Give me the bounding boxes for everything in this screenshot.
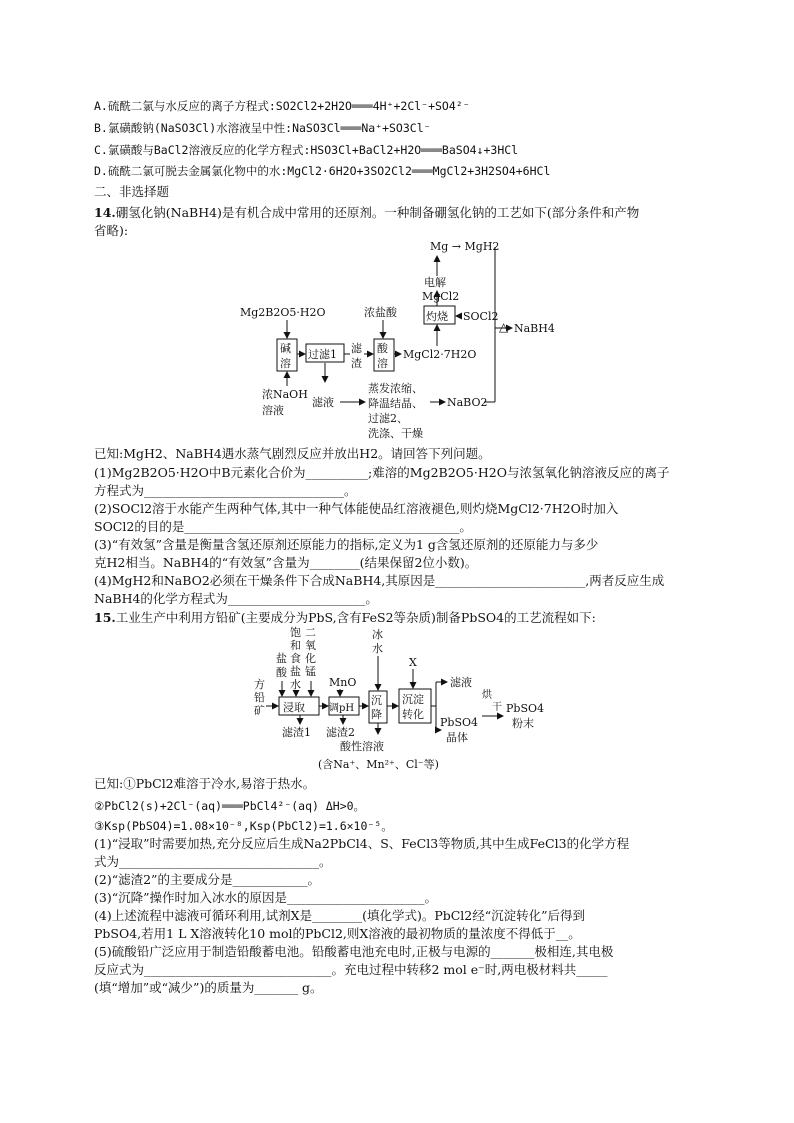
raw-material: Mg2B2O5·H2O <box>240 306 326 319</box>
steps-3: 过滤2、 <box>368 412 408 425</box>
brine-1: 饱 <box>290 626 301 639</box>
q14-part3-line1: (3)“有效氢”含量是衡量含氢还原剂还原能力的指标,定义为1 g含氢还原剂的还原能力与多少 <box>94 537 599 552</box>
section-title: 二、非选择题 <box>94 184 170 199</box>
mno-label: MnO <box>329 676 357 689</box>
pbso4-crystal-1: PbSO4 <box>440 716 478 729</box>
q15-part3: (3)“沉降”操作时加入冰水的原因是______________________。 <box>94 890 437 905</box>
q14-part2-line2: SOCl2的目的是____________________________________________。 <box>94 519 472 534</box>
option-d: D.硫酰二氯可脱去金属氯化物中的水:MgCl2·6H2O+3SO2Cl2═══MgCl2+3H2SO4+6HCl <box>94 164 551 178</box>
q15-known1: 已知:①PbCl2难溶于冷水,易溶于热水。 <box>94 776 316 791</box>
mgcl2-label: MgCl2 <box>422 290 460 303</box>
q14-stem1: 硼氢化钠(NaBH4)是有机合成中常用的还原剂。一种制备硼氢化钠的工艺如下(部分条件和产物 <box>115 205 640 220</box>
heat-triangle: △ <box>499 320 509 334</box>
mg-mgh2: Mg → MgH2 <box>430 240 500 253</box>
filtrate-label: 滤液 <box>312 396 334 409</box>
conc-hcl: 浓盐酸 <box>364 306 397 319</box>
q15-known2: ②PbCl2(s)+2Cl⁻(aq)═══PbCl4²⁻(aq) ΔH>0。 <box>94 799 366 813</box>
q15-stem-line <box>94 610 596 626</box>
q14-stem-line1 <box>94 205 639 221</box>
hcl-2: 酸 <box>276 666 287 679</box>
mno2-1: 二 <box>305 626 316 639</box>
mno2-4: 锰 <box>305 665 316 678</box>
q14-known: 已知:MgH2、NaBH4遇水蒸气剧烈反应并放出H2。请回答下列问题。 <box>94 446 491 461</box>
q15-part5-line2: 反应式为______________________________。充电过程中转移2 mol e⁻时,两电极材料共_____ <box>94 962 608 977</box>
pbso4-powder-2: 粉末 <box>512 717 534 730</box>
option-a: A.硫酰二氯与水反应的离子方程式:SO2Cl2+2H2O═══4H⁺+2Cl⁻+SO4²⁻ <box>94 99 470 113</box>
dry-2: 干 <box>492 702 502 713</box>
mgcl2-7h2o: MgCl2·7H2O <box>403 348 477 361</box>
calcine-box: 灼烧 <box>426 310 448 323</box>
electrolysis-label: 电解 <box>424 276 446 289</box>
q15-part2: (2)“滤渣2”的主要成分是____________。 <box>94 872 320 887</box>
brine-2: 和 <box>290 639 301 652</box>
residue2-label: 滤渣2 <box>326 726 355 739</box>
ore-2: 铅 <box>254 691 265 704</box>
pbso4-crystal-2: 晶体 <box>446 731 468 744</box>
acid-dissolve-1: 酸 <box>377 342 388 355</box>
q14-part1-line1: (1)Mg2B2O5·H2O中B元素化合价为__________;难溶的Mg2B2O5·H2O与浓氢氧化钠溶液反应的离子 <box>94 465 670 480</box>
q14-stem-line2: 省略): <box>94 223 129 238</box>
brine-4: 盐 <box>290 665 301 678</box>
option-b: B.氯磺酸钠(NaSO3Cl)水溶液呈中性:NaSO3Cl═══Na⁺+SO3Cl⁻ <box>94 121 431 135</box>
filtrate-label: 滤液 <box>450 676 472 689</box>
socl2-label: SOCl2 <box>463 310 499 323</box>
ice-water-2: 水 <box>372 642 383 655</box>
dry-1: 烘 <box>482 690 492 701</box>
brine-5: 水 <box>290 678 301 691</box>
alkali-dissolve-1: 碱 <box>280 342 291 355</box>
q15-part1-line2: 式为________________________________。 <box>94 854 332 869</box>
settle-1: 沉 <box>371 694 382 707</box>
filter1-box: 过滤1 <box>308 348 337 361</box>
pbso4-powder-1: PbSO4 <box>506 702 544 715</box>
acid-dissolve-2: 溶 <box>377 357 388 370</box>
residue-2: 渣 <box>351 357 362 370</box>
mno2-2: 氧 <box>305 639 316 652</box>
steps-2: 降温结晶、 <box>368 397 423 410</box>
q14-part2-line1: (2)SOCl2溶于水能产生两种气体,其中一种气体能使品红溶液褪色,则灼烧MgCl2·7H2O时加入 <box>94 501 619 516</box>
q14-part3-line2: 克H2相当。NaBH4的“有效氢”含量为________(结果保留2位小数)。 <box>94 555 478 570</box>
x-label: X <box>409 656 417 669</box>
q14-flowchart <box>0 236 794 446</box>
naoh-2: 溶液 <box>262 404 284 417</box>
hcl-1: 盐 <box>276 652 287 665</box>
option-c: C.氯磺酸与BaCl2溶液反应的化学方程式:HSO3Cl+BaCl2+H2O═══BaSO4↓+3HCl <box>94 143 519 157</box>
q15-part5-line3: (填“增加”或“减少”)的质量为_______ g。 <box>94 980 323 995</box>
q14-part1-line2: 方程式为________________________________。 <box>94 483 357 498</box>
settle-2: 降 <box>371 708 382 721</box>
mno2-3: 化 <box>305 652 316 665</box>
nabh4-label: NaBH4 <box>514 322 555 335</box>
ore-1: 方 <box>254 678 265 691</box>
ice-water-1: 冰 <box>372 628 383 641</box>
ions-label: (含Na⁺、Mn²⁺、Cl⁻等) <box>318 758 439 771</box>
residue-1: 滤 <box>351 342 362 355</box>
convert-1: 沉淀 <box>402 693 424 706</box>
ore-3: 矿 <box>254 704 265 717</box>
convert-2: 转化 <box>402 708 424 721</box>
q15-number: 15. <box>94 610 116 625</box>
q14-number: 14. <box>94 205 116 220</box>
brine-3: 食 <box>290 652 301 665</box>
q15-part4-line2: PbSO4,若用1 L X溶液转化10 mol的PbCl2,则X溶液的最初物质的量浓度不得低于__。 <box>94 926 581 941</box>
leach-box: 浸取 <box>283 701 305 714</box>
alkali-dissolve-2: 溶 <box>280 357 291 370</box>
q15-known3: ③Ksp(PbSO4)=1.08×10⁻⁸,Ksp(PbCl2)=1.6×10⁻⁵。 <box>94 819 393 833</box>
q14-part4-line1: (4)MgH2和NaBO2必须在干燥条件下合成NaBH4,其原因是________________________,两者反应生成 <box>94 573 665 588</box>
naoh-1: 浓NaOH <box>262 388 308 401</box>
q14-part4-line2: NaBH4的化学方程式为______________________。 <box>94 591 378 606</box>
q15-part4-line1: (4)上述流程中滤液可循环利用,试剂X是________(填化学式)。PbCl2经“沉淀转化”后得到 <box>94 908 586 923</box>
adjust-ph-box: 调pH <box>329 703 355 714</box>
steps-1: 蒸发浓缩、 <box>368 382 423 395</box>
q15-part1-line1: (1)“浸取”时需要加热,充分反应后生成Na2PbCl4、S、FeCl3等物质,其中生成FeCl3的化学方程 <box>94 836 630 851</box>
steps-4: 洗涤、干燥 <box>368 427 423 440</box>
nabo2-label: NaBO2 <box>447 396 488 409</box>
q15-part5-line1: (5)硫酸铅广泛应用于制造铅酸蓄电池。铅酸蓄电池充电时,正极与电源的_______极相连,其电极 <box>94 944 614 959</box>
residue1-label: 滤渣1 <box>282 726 311 739</box>
acid-solution: 酸性溶液 <box>340 740 384 753</box>
q15-stem: 工业生产中利用方铅矿(主要成分为PbS,含有FeS2等杂质)制备PbSO4的工艺流程如下: <box>115 610 596 625</box>
q15-flowchart <box>0 626 794 774</box>
